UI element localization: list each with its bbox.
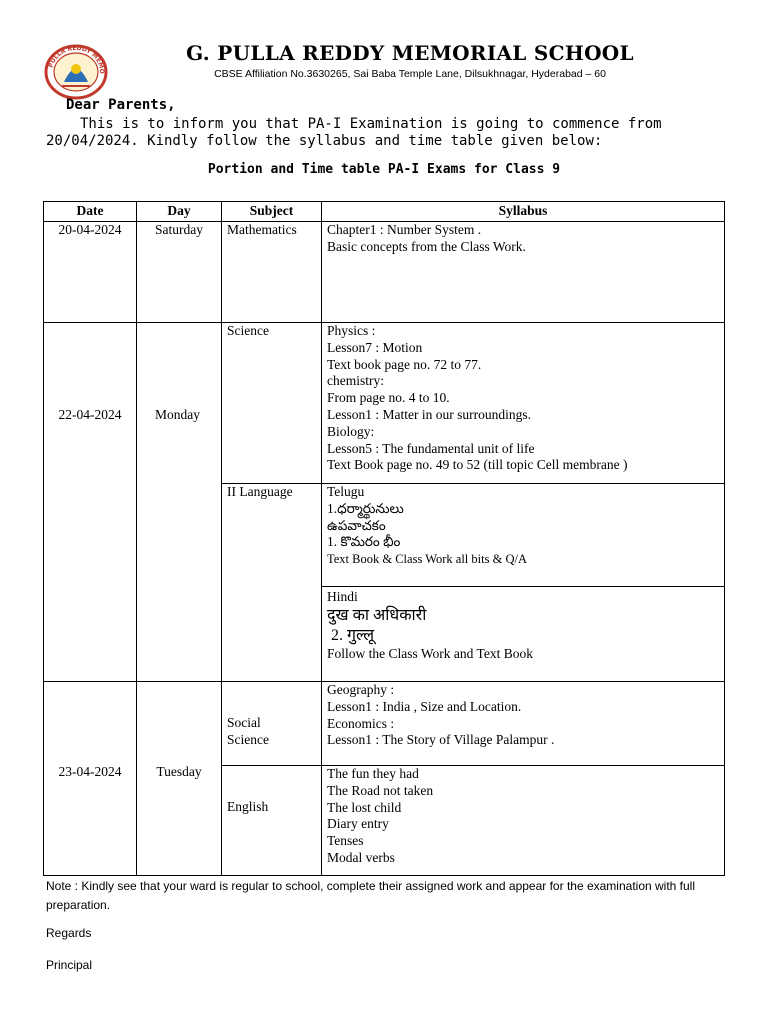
syllabus-cell	[322, 766, 725, 876]
syllabus-line: Follow the Class Work and Text Book	[327, 645, 533, 661]
syllabus-line: Physics :	[327, 323, 376, 338]
note-text: Note : Kindly see that your ward is regular to school, complete their assigned work and appear for the examination with full preparation.	[46, 879, 696, 912]
syllabus-line: Lesson7 : Motion	[327, 339, 423, 355]
syllabus-line: Diary entry	[327, 816, 389, 832]
syllabus-line: The lost child	[327, 799, 402, 815]
syllabus-line: 1.ధర్మార్థునులు	[327, 500, 404, 516]
syllabus-line: Chapter1 : Number System .	[327, 222, 482, 237]
syllabus-line: Text Book page no. 49 to 52 (till topic Cell membrane )	[327, 457, 628, 473]
syllabus-line: Geography :	[327, 682, 395, 697]
subject-cell: Science	[222, 323, 322, 484]
school-name: G. PULLA REDDY MEMORIAL SCHOOL	[186, 41, 634, 65]
syllabus-line: Biology:	[327, 423, 375, 439]
table-header-row	[44, 202, 725, 222]
table-row	[44, 222, 725, 323]
subject-line: Science	[227, 731, 269, 747]
timetable	[43, 201, 725, 876]
day-cell: Monday	[137, 323, 222, 682]
greeting: Dear Parents,	[66, 97, 176, 113]
syllabus-line: Lesson1 : India , Size and Location.	[327, 698, 522, 714]
syllabus-line: Telugu	[327, 484, 365, 499]
school-logo	[40, 42, 112, 100]
syllabus-line: Text book page no. 72 to 77.	[327, 356, 482, 372]
principal-signoff: Principal	[46, 958, 93, 972]
subject-cell: English	[222, 766, 322, 876]
syllabus-line: Tenses	[327, 833, 364, 849]
header-syllabus: Syllabus	[322, 202, 725, 222]
date-cell: 23-04-2024	[44, 682, 137, 876]
syllabus-cell	[322, 323, 725, 484]
header-day: Day	[137, 202, 222, 222]
syllabus-cell	[322, 222, 725, 323]
logo-ring-text: PULLA REDDY MEMO	[47, 44, 106, 74]
syllabus-line: The Road not taken	[327, 782, 434, 798]
syllabus-line: chemistry:	[327, 373, 384, 389]
subject-cell: Mathematics	[222, 222, 322, 323]
syllabus-line: Lesson1 : Matter in our surroundings.	[327, 406, 531, 422]
regards-text: Regards	[46, 926, 92, 940]
header-subject: Subject	[222, 202, 322, 222]
day-cell: Saturday	[137, 222, 222, 323]
syllabus-line: Modal verbs	[327, 849, 395, 865]
syllabus-line: Hindi	[327, 589, 358, 604]
syllabus-line: Economics :	[327, 715, 395, 731]
syllabus-line: Lesson5 : The fundamental unit of life	[327, 440, 535, 456]
syllabus-cell	[322, 587, 725, 682]
syllabus-cell	[322, 484, 725, 587]
date-cell: 20-04-2024	[44, 222, 137, 323]
intro-line-2: 20/04/2024. Kindly follow the syllabus and time table given below:	[46, 133, 603, 149]
syllabus-cell	[322, 682, 725, 766]
syllabus-line: 2. गुल्लू	[327, 626, 375, 644]
syllabus-line: 1. కొమరం భీం	[327, 534, 401, 550]
syllabus-line: Text Book & Class Work all bits & Q/A	[327, 552, 527, 567]
subject-cell	[222, 682, 322, 766]
day-cell: Tuesday	[137, 682, 222, 876]
syllabus-line: Basic concepts from the Class Work.	[327, 238, 526, 254]
syllabus-line: From page no. 4 to 10.	[327, 390, 450, 406]
syllabus-line: दुख का अधिकारी	[327, 606, 427, 624]
affiliation-line: CBSE Affiliation No.3630265, Sai Baba Temple Lane, Dilsukhnagar, Hyderabad – 60	[214, 68, 606, 80]
date-cell: 22-04-2024	[44, 323, 137, 682]
syllabus-line: The fun they had	[327, 766, 419, 781]
subject-line: Social	[227, 715, 261, 730]
intro-line-1: This is to inform you that PA-I Examination is going to commence from	[80, 116, 662, 132]
syllabus-line: ఉపవాచకం	[327, 517, 386, 533]
table-row	[44, 682, 725, 766]
table-row	[44, 323, 725, 484]
timetable-title: Portion and Time table PA-I Exams for Class 9	[207, 162, 561, 177]
subject-cell: II Language	[222, 484, 322, 682]
header-date: Date	[44, 202, 137, 222]
intro-paragraph	[46, 116, 706, 150]
syllabus-line: Lesson1 : The Story of Village Palampur .	[327, 732, 555, 748]
